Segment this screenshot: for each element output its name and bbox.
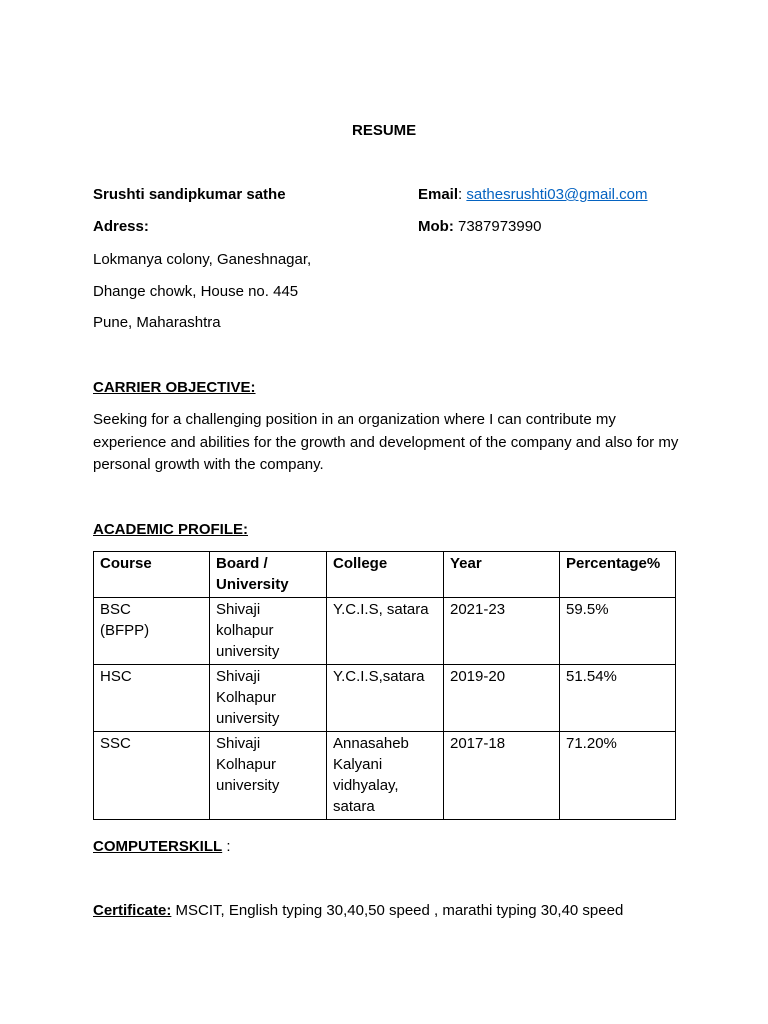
table-header-row: [94, 552, 676, 598]
academic-heading: ACADEMIC PROFILE:: [93, 521, 248, 538]
cell-text: 71.20%: [566, 735, 617, 752]
cell-text: Shivaji: [216, 601, 261, 618]
resume-title: RESUME: [352, 122, 417, 139]
cell-text: 2017-18: [450, 735, 506, 752]
table-cell: [444, 598, 560, 665]
table-row: [94, 598, 676, 665]
table-cell: [444, 665, 560, 732]
computer-skill-suffix: :: [222, 838, 231, 855]
table-cell: [560, 732, 676, 820]
address-line-3: Pune, Maharashtra: [93, 314, 221, 331]
table-cell: [327, 665, 444, 732]
table-cell: [94, 598, 210, 665]
cell-text: 2019-20: [450, 668, 506, 685]
email-label: Email: [418, 186, 459, 203]
computer-skill-line: [93, 837, 231, 857]
table-header-cell: [327, 552, 444, 598]
cell-text: Percentage%: [566, 555, 661, 572]
cell-text: university: [216, 777, 280, 794]
table-header-cell: [210, 552, 327, 598]
cell-text: 2021-23: [450, 601, 506, 618]
email-line: [418, 185, 648, 205]
cell-text: kolhapur: [216, 622, 274, 639]
table-cell: [560, 665, 676, 732]
cell-text: Y.C.I.S, satara: [333, 601, 429, 618]
mobile-label: Mob:: [418, 218, 454, 235]
cell-text: Kolhapur: [216, 756, 277, 773]
cell-text: (BFPP): [100, 622, 150, 639]
mobile-number: 7387973990: [458, 218, 542, 235]
cell-text: 51.54%: [566, 668, 617, 685]
cell-text: 59.5%: [566, 601, 609, 618]
table-cell: [560, 598, 676, 665]
objective-text: Seeking for a challenging position in an organization where I can contribute my experience and abilities for the growth and development of the company and also for my personal growth with the company.: [93, 411, 679, 473]
cell-text: Kolhapur: [216, 689, 277, 706]
table-row: [94, 665, 676, 732]
cell-text: Board /: [216, 555, 268, 572]
objective-heading: CARRIER OBJECTIVE:: [93, 379, 256, 396]
cell-text: satara: [333, 798, 375, 815]
email-link[interactable]: sathesrushti03@gmail.com: [466, 186, 648, 203]
cell-text: Annasaheb: [333, 735, 409, 752]
table-cell: [327, 732, 444, 820]
computer-skill-heading: COMPUTERSKILL: [93, 838, 223, 855]
table-cell: [210, 598, 327, 665]
cell-text: University: [216, 576, 289, 593]
address-line-2: Dhange chowk, House no. 445: [93, 283, 299, 300]
table-cell: [444, 732, 560, 820]
table-header-cell: [560, 552, 676, 598]
cell-text: Kalyani: [333, 756, 383, 773]
email-separator: :: [458, 186, 463, 203]
table-cell: [94, 665, 210, 732]
cell-text: Year: [450, 555, 482, 572]
cell-text: university: [216, 710, 280, 727]
cell-text: BSC: [100, 601, 131, 618]
cell-text: College: [333, 555, 388, 572]
cell-text: HSC: [100, 668, 132, 685]
academic-table: [93, 551, 676, 820]
cell-text: Y.C.I.S,satara: [333, 668, 425, 685]
table-header-cell: [94, 552, 210, 598]
cell-text: Shivaji: [216, 735, 261, 752]
certificate-line: [93, 901, 623, 921]
table-cell: [210, 665, 327, 732]
table-cell: [210, 732, 327, 820]
address-line-1: Lokmanya colony, Ganeshnagar,: [93, 251, 312, 268]
cell-text: vidhyalay,: [333, 777, 399, 794]
table-header-cell: [444, 552, 560, 598]
certificate-text: MSCIT, English typing 30,40,50 speed , marathi typing 30,40 speed: [171, 902, 624, 919]
candidate-name: Srushti sandipkumar sathe: [93, 186, 286, 203]
mobile-line: [418, 217, 541, 237]
certificate-label: Certificate:: [93, 902, 172, 919]
address-label: Adress:: [93, 218, 149, 235]
cell-text: SSC: [100, 735, 131, 752]
table-cell: [327, 598, 444, 665]
cell-text: Shivaji: [216, 668, 261, 685]
table-row: [94, 732, 676, 820]
cell-text: Course: [100, 555, 152, 572]
table-cell: [94, 732, 210, 820]
cell-text: university: [216, 643, 280, 660]
